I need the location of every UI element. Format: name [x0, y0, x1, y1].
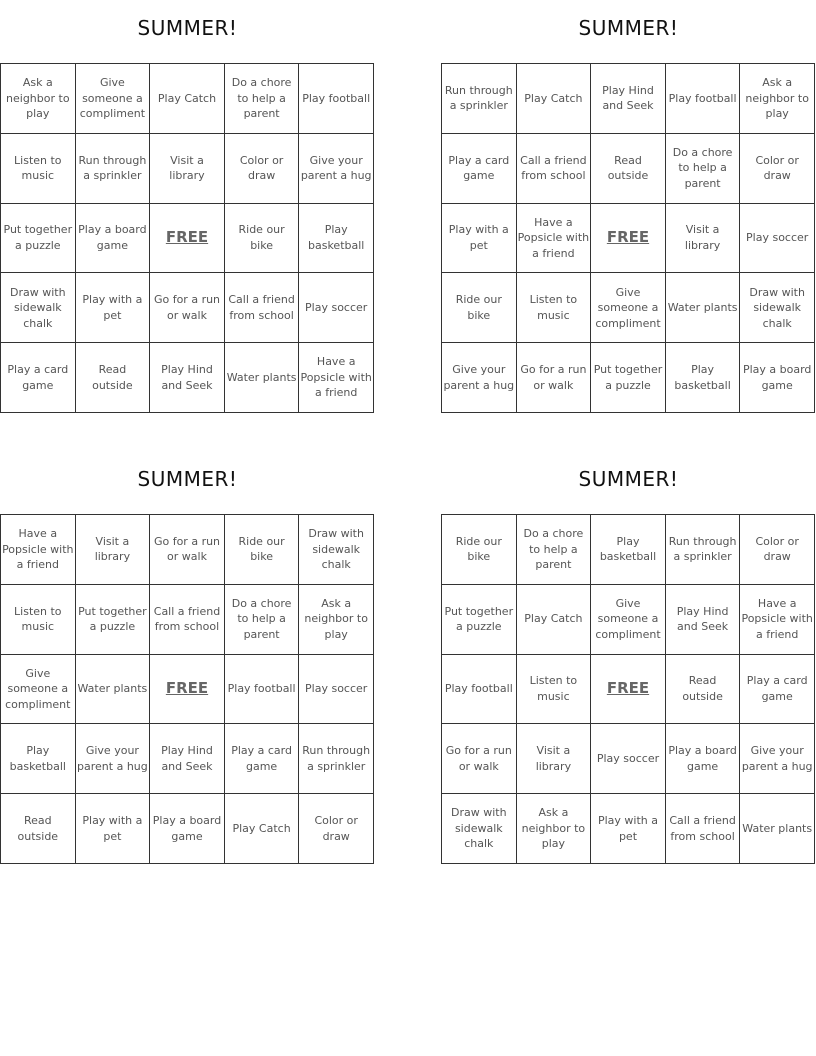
bingo-cell: Play with a pet: [591, 794, 666, 864]
bingo-cell: Play soccer: [591, 724, 666, 794]
bingo-cell: Play with a pet: [76, 273, 151, 343]
bingo-cell: Have a Popsicle with a friend: [740, 585, 815, 655]
bingo-cell: Color or draw: [225, 134, 300, 204]
bingo-cell: Play basketball: [1, 724, 76, 794]
bingo-grid: [0, 514, 374, 864]
bingo-cell: Run through a sprinkler: [299, 724, 374, 794]
bingo-cell: Read outside: [591, 134, 666, 204]
bingo-cell: Give someone a compliment: [76, 64, 151, 134]
bingo-cell: Give your parent a hug: [76, 724, 151, 794]
free-space: FREE: [150, 204, 225, 274]
bingo-cell: Play Hind and Seek: [591, 64, 666, 134]
bingo-cell: Put together a puzzle: [1, 204, 76, 274]
bingo-cell: Play a board game: [666, 724, 741, 794]
bingo-cell: Do a chore to help a parent: [517, 515, 592, 585]
bingo-cell: Read outside: [666, 655, 741, 725]
bingo-cell: Play Hind and Seek: [150, 724, 225, 794]
bingo-cell: Play soccer: [740, 204, 815, 274]
bingo-cell: Play soccer: [299, 273, 374, 343]
card-title: SUMMER!: [137, 16, 238, 40]
bingo-cell: Play a card game: [1, 343, 76, 413]
bingo-cell: Draw with sidewalk chalk: [1, 273, 76, 343]
bingo-cell: Ride our bike: [225, 515, 300, 585]
bingo-cell: Play Hind and Seek: [666, 585, 741, 655]
bingo-cell: Water plants: [666, 273, 741, 343]
bingo-cell: Play a board game: [150, 794, 225, 864]
bingo-cell: Have a Popsicle with a friend: [299, 343, 374, 413]
bingo-cell: Put together a puzzle: [591, 343, 666, 413]
bingo-cell: Ask a neighbor to play: [517, 794, 592, 864]
bingo-cell: Give someone a compliment: [1, 655, 76, 725]
bingo-cell: Ask a neighbor to play: [1, 64, 76, 134]
bingo-cell: Ride our bike: [442, 515, 517, 585]
bingo-cell: Listen to music: [1, 585, 76, 655]
bingo-cell: Play a card game: [442, 134, 517, 204]
bingo-cell: Play a card game: [225, 724, 300, 794]
bingo-grid: [441, 63, 815, 413]
bingo-cell: Water plants: [740, 794, 815, 864]
bingo-cell: Run through a sprinkler: [76, 134, 151, 204]
bingo-cell: Run through a sprinkler: [666, 515, 741, 585]
bingo-cell: Go for a run or walk: [150, 273, 225, 343]
bingo-cell: Do a chore to help a parent: [225, 64, 300, 134]
bingo-grid: [0, 63, 374, 413]
bingo-cell: Run through a sprinkler: [442, 64, 517, 134]
bingo-cell: Draw with sidewalk chalk: [740, 273, 815, 343]
bingo-cell: Call a friend from school: [150, 585, 225, 655]
bingo-cell: Play Catch: [517, 585, 592, 655]
bingo-cell: Give your parent a hug: [442, 343, 517, 413]
bingo-cell: Put together a puzzle: [442, 585, 517, 655]
bingo-cell: Give your parent a hug: [299, 134, 374, 204]
bingo-cell: Read outside: [76, 343, 151, 413]
bingo-cell: Visit a library: [76, 515, 151, 585]
bingo-cell: Play football: [299, 64, 374, 134]
bingo-cell: Visit a library: [517, 724, 592, 794]
bingo-cell: Ride our bike: [442, 273, 517, 343]
bingo-cell: Play a board game: [740, 343, 815, 413]
bingo-cell: Have a Popsicle with a friend: [517, 204, 592, 274]
bingo-cell: Play football: [666, 64, 741, 134]
free-space: FREE: [150, 655, 225, 725]
bingo-cell: Water plants: [76, 655, 151, 725]
bingo-cell: Listen to music: [517, 273, 592, 343]
free-space: FREE: [591, 204, 666, 274]
bingo-cell: Water plants: [225, 343, 300, 413]
bingo-cell: Play Catch: [150, 64, 225, 134]
bingo-cell: Color or draw: [299, 794, 374, 864]
bingo-cell: Do a chore to help a parent: [666, 134, 741, 204]
bingo-cell: Ask a neighbor to play: [740, 64, 815, 134]
bingo-cell: Ask a neighbor to play: [299, 585, 374, 655]
bingo-cell: Color or draw: [740, 515, 815, 585]
bingo-cell: Do a chore to help a parent: [225, 585, 300, 655]
bingo-cell: Color or draw: [740, 134, 815, 204]
bingo-cell: Play football: [225, 655, 300, 725]
bingo-cell: Put together a puzzle: [76, 585, 151, 655]
bingo-cell: Play Catch: [225, 794, 300, 864]
bingo-cell: Play with a pet: [76, 794, 151, 864]
bingo-cell: Call a friend from school: [666, 794, 741, 864]
bingo-cell: Listen to music: [1, 134, 76, 204]
card-title: SUMMER!: [137, 467, 238, 491]
bingo-cell: Call a friend from school: [517, 134, 592, 204]
bingo-cell: Ride our bike: [225, 204, 300, 274]
bingo-cell: Play soccer: [299, 655, 374, 725]
bingo-cell: Play Hind and Seek: [150, 343, 225, 413]
bingo-cell: Give your parent a hug: [740, 724, 815, 794]
bingo-cell: Listen to music: [517, 655, 592, 725]
bingo-cell: Play a board game: [76, 204, 151, 274]
bingo-grid: [441, 514, 815, 864]
bingo-cell: Play basketball: [591, 515, 666, 585]
bingo-cell: Give someone a compliment: [591, 273, 666, 343]
bingo-cell: Visit a library: [666, 204, 741, 274]
bingo-cell: Give someone a compliment: [591, 585, 666, 655]
bingo-cell: Go for a run or walk: [150, 515, 225, 585]
bingo-cell: Have a Popsicle with a friend: [1, 515, 76, 585]
card-title: SUMMER!: [578, 467, 679, 491]
bingo-cell: Play football: [442, 655, 517, 725]
bingo-cell: Draw with sidewalk chalk: [299, 515, 374, 585]
bingo-cell: Play a card game: [740, 655, 815, 725]
bingo-cell: Visit a library: [150, 134, 225, 204]
bingo-cell: Read outside: [1, 794, 76, 864]
free-space: FREE: [591, 655, 666, 725]
bingo-cell: Draw with sidewalk chalk: [442, 794, 517, 864]
bingo-cell: Play Catch: [517, 64, 592, 134]
bingo-cell: Play with a pet: [442, 204, 517, 274]
bingo-cell: Go for a run or walk: [517, 343, 592, 413]
bingo-cell: Play basketball: [299, 204, 374, 274]
bingo-cell: Call a friend from school: [225, 273, 300, 343]
bingo-cell: Play basketball: [666, 343, 741, 413]
bingo-cell: Go for a run or walk: [442, 724, 517, 794]
card-title: SUMMER!: [578, 16, 679, 40]
